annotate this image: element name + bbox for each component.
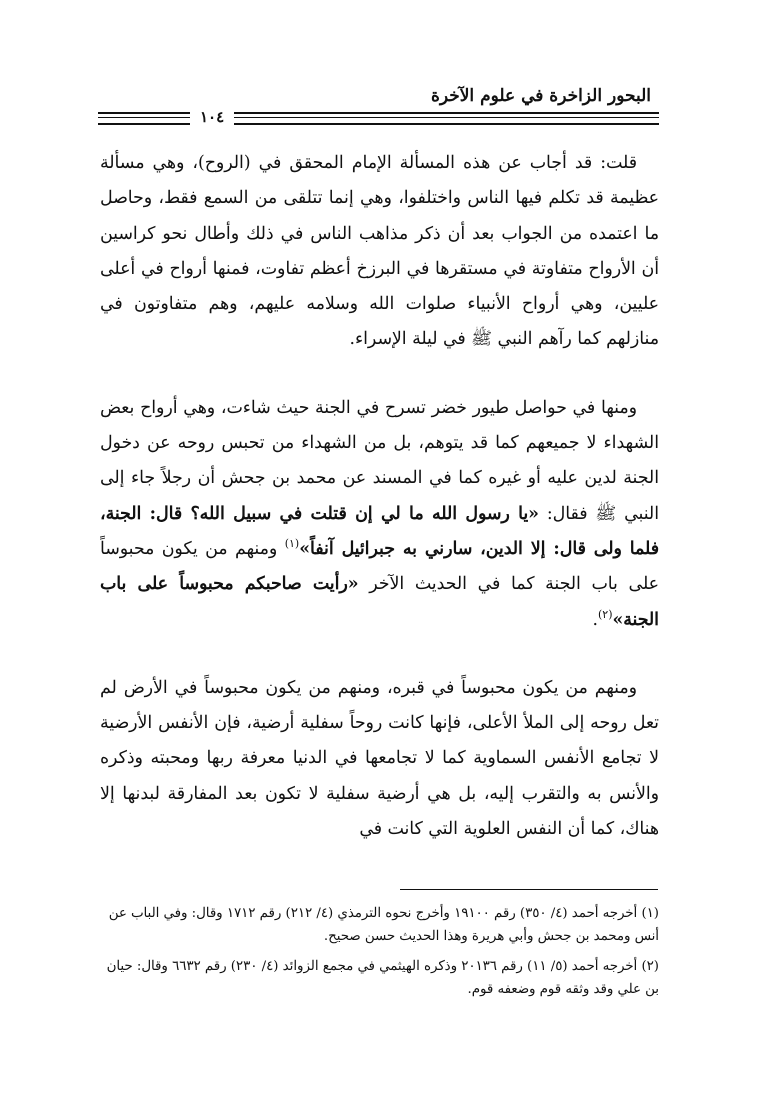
paragraph-2-text-b: ومنهم من يكون محبوساً على باب الجنة كما في الحديث الآخر <box>100 538 659 595</box>
footnote-2: (٢) أخرجه أحمد (٥/ ١١) رقم ٢٠١٣٦ وذكره الهيثمي في مجمع الزوائد (٤/ ٢٣٠) رقم ٦٦٣٢ وقال: حيان بن علي وقد وثقه قوم وضعفه قوم. <box>106 959 659 997</box>
header-rule <box>98 112 659 125</box>
paragraph-2-text-a: ومنها في حواصل طيور خضر تسرح في الجنة حيث شاءت، وهي أرواح بعض الشهداء لا جميعهم كما قد يتوهم، بل من الشهداء من تحبس روحه عن دخول الجنة لدين عليه أو غيره كما في المسند عن محمد بن جحش أن رجلاً جاء إلى النبي ﷺ فقال: <box>100 397 659 524</box>
main-text <box>100 146 659 880</box>
footnotes <box>100 902 659 1008</box>
footnote-separator <box>400 889 658 890</box>
footnote-1: (١) أخرجه أحمد (٤/ ٣٥٠) رقم ١٩١٠٠ وأخرج نحوه الترمذي (٤/ ٢١٢) رقم ١٧١٢ وقال: وفي الباب عن أنس ومحمد بن جحش وأبي هريرة وهذا الحديث حسن صحيح. <box>108 906 659 944</box>
hadith-quote-1: «يا رسول الله ما لي إن قتلت في سبيل الله؟ قال: الجنة، فلما ولى قال: إلا الدين، سارني به جبرائيل آنفاً» <box>100 503 659 559</box>
page-number: ١٠٤ <box>190 108 234 126</box>
running-title: البحور الزاخرة في علوم الآخرة <box>430 86 651 106</box>
footnote-ref-1[interactable]: (١) <box>284 537 300 551</box>
header-rule-middle-line <box>98 117 659 118</box>
hadith-quote-2: «رأيت صاحبكم محبوساً على باب الجنة» <box>100 574 659 630</box>
paragraph-1: قلت: قد أجاب عن هذه المسألة الإمام المحقق في (الروح)، وهي مسألة عظيمة قد تكلم فيها الناس واختلفوا، وهي إنما تتلقى من السمع فقط، وحاصل ما اعتمده من الجواب بعد أن ذكر مذاهب الناس في ذلك وأطال نحو كراسين أن الأرواح متفاوتة في مستقرها في البرزخ أعظم تفاوت، فمنها أرواح في أعلى عليين، وهي أرواح الأنبياء صلوات الله وسلامه عليهم، وهم متفاوتون في منازلهم كما رآهم النبي ﷺ في ليلة الإسراء. <box>100 153 659 350</box>
paragraph-3: ومنهم من يكون محبوساً في قبره، ومنهم من يكون محبوساً في الأرض لم تعل روحه إلى الملأ الأعلى، فإنها كانت روحاً سفلية أرضية، فإن الأنفس الأرضية لا تجامع الأنفس السماوية كما لا تجامعها في الدنيا معرفة ربها ومحبته وذكره والأنس به والتقرب إليه، بل هي أرضية سفلية لا تكون بعد المفارقة لبدنها إلا هناك، كما أن النفس العلوية التي كانت في <box>100 677 659 840</box>
paragraph-2 <box>100 391 659 638</box>
paragraph-2-end: . <box>592 609 598 630</box>
page-header <box>98 82 659 126</box>
footnote-ref-2[interactable]: (٢) <box>597 607 613 621</box>
